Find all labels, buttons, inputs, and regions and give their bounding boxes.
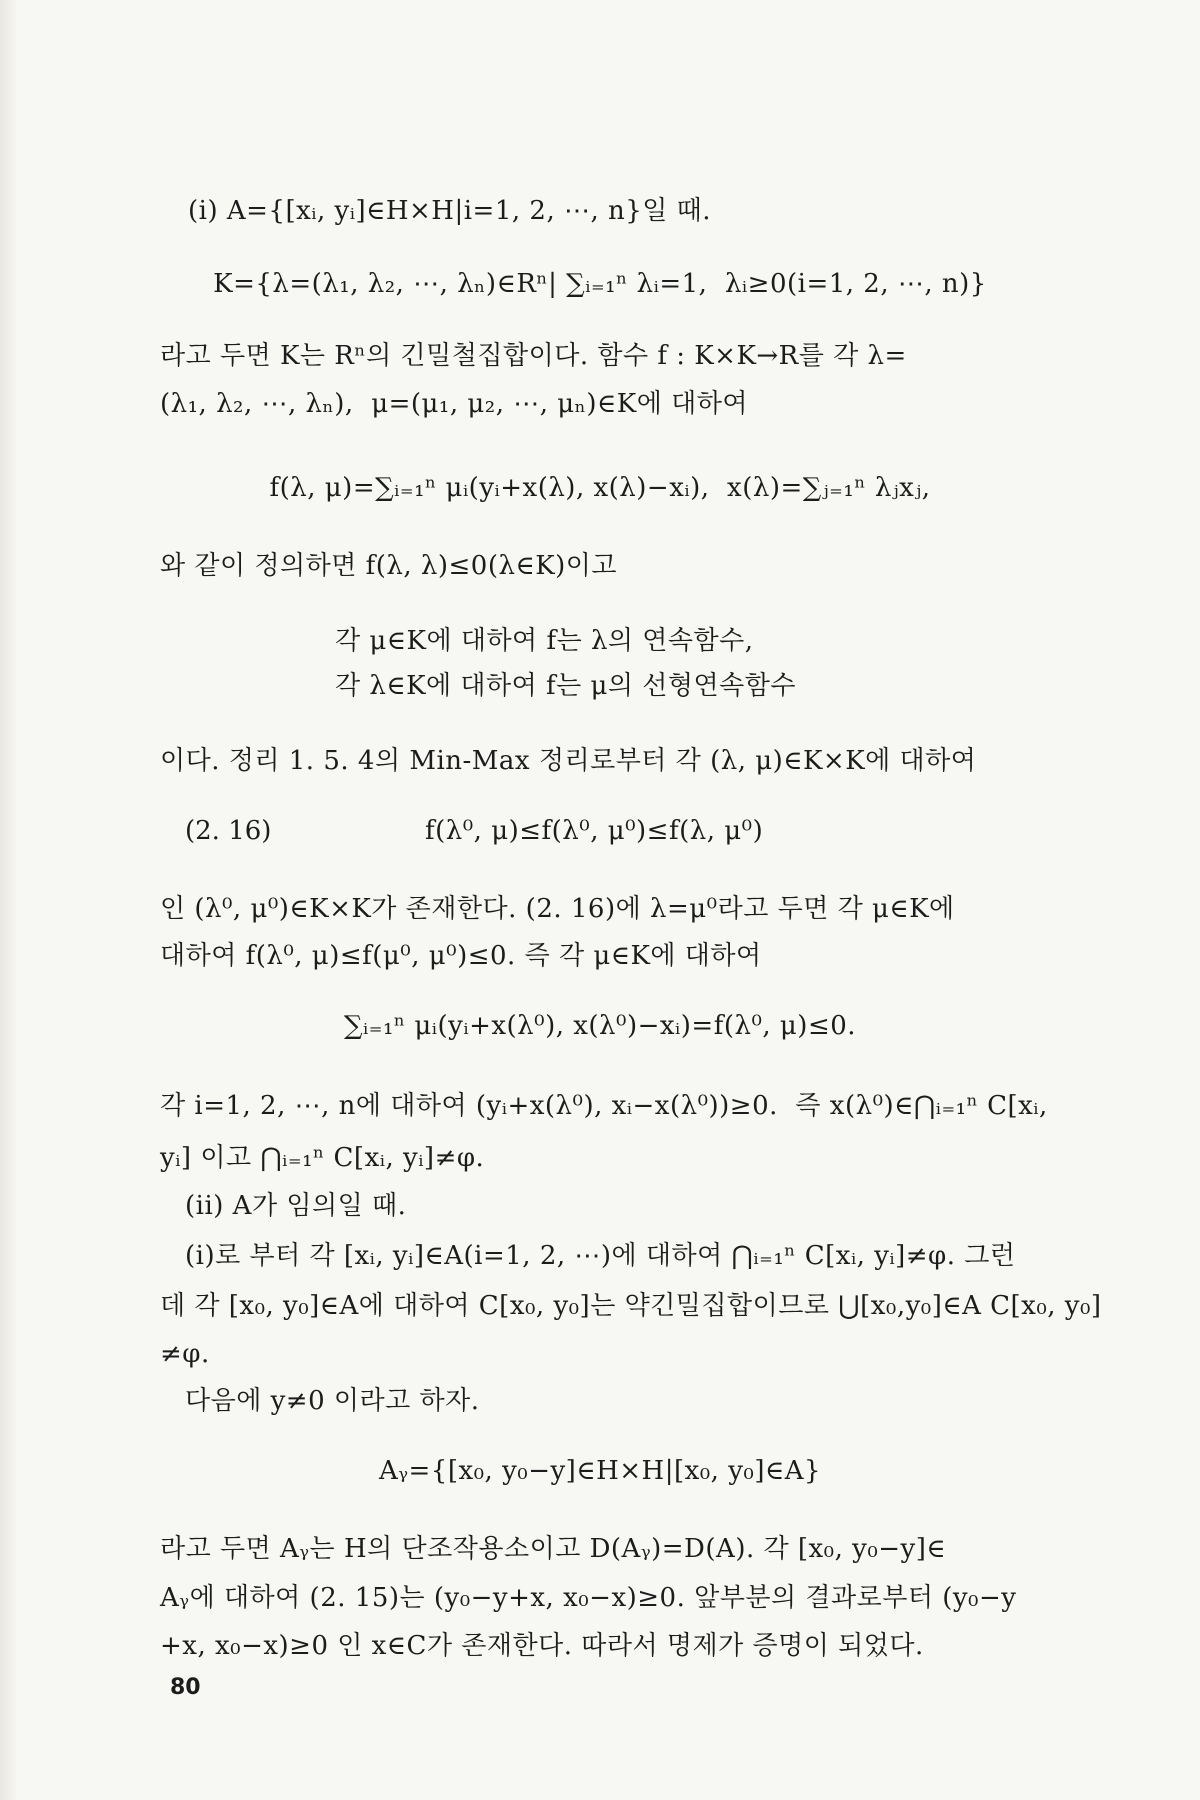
text-line-16: (ii) A가 임의일 때. <box>185 1191 407 1221</box>
text-line-15: yᵢ] 이고 ⋂ᵢ₌₁ⁿ C[xᵢ, yᵢ]≠φ. <box>160 1143 485 1173</box>
text-line-24: +x, x₀−x)≥0 인 x∈C가 존재한다. 따라서 명제가 증명이 되었다. <box>160 1631 924 1661</box>
page-number: 80 <box>170 1675 201 1700</box>
text-line-19: ≠φ. <box>160 1339 210 1369</box>
display-equation-2-16: f(λ⁰, μ)≤f(λ⁰, μ⁰)≤f(λ, μ⁰) <box>425 816 764 846</box>
text-line-12: 대하여 f(λ⁰, μ)≤f(μ⁰, μ⁰)≤0. 즉 각 μ∈K에 대하여 <box>160 941 762 971</box>
text-line-8: 각 λ∈K에 대하여 f는 μ의 선형연속함수 <box>335 671 797 701</box>
text-line-23: Aᵧ에 대하여 (2. 15)는 (y₀−y+x, x₀−x)≥0. 앞부분의 결과로부터 (y₀−y <box>160 1583 1017 1613</box>
display-equation-sum: ∑ᵢ₌₁ⁿ μᵢ(yᵢ+x(λ⁰), x(λ⁰)−xᵢ)=f(λ⁰, μ)≤0. <box>343 1011 857 1041</box>
text-line-20: 다음에 y≠0 이라고 하자. <box>185 1386 480 1416</box>
text-line-18: 데 각 [x₀, y₀]∈A에 대하여 C[x₀, y₀]는 약긴밀집합이므로 ⋃[x₀,y₀]∈A C[x₀, y₀] <box>160 1291 1102 1321</box>
text-line-14: 각 i=1, 2, ⋯, n에 대하여 (yᵢ+x(λ⁰), xᵢ−x(λ⁰))≥0. 즉 x(λ⁰)∈⋂ᵢ₌₁ⁿ C[xᵢ, <box>160 1091 1048 1121</box>
display-equation-f: f(λ, μ)=∑ᵢ₌₁ⁿ μᵢ(yᵢ+x(λ), x(λ)−xᵢ), x(λ)=∑ⱼ₌₁ⁿ λⱼxⱼ, <box>269 473 931 503</box>
text-line-11: 인 (λ⁰, μ⁰)∈K×K가 존재한다. (2. 16)에 λ=μ⁰라고 두면 각 μ∈K에 <box>160 894 955 924</box>
display-equation-K: K={λ=(λ₁, λ₂, ⋯, λₙ)∈Rⁿ| ∑ᵢ₌₁ⁿ λᵢ=1, λᵢ≥0(i=1, 2, ⋯, n)} <box>213 269 987 299</box>
text-line-22: 라고 두면 Aᵧ는 H의 단조작용소이고 D(Aᵧ)=D(A). 각 [x₀, y₀−y]∈ <box>160 1534 947 1564</box>
text-line-4: (λ₁, λ₂, ⋯, λₙ), μ=(μ₁, μ₂, ⋯, μₙ)∈K에 대하여 <box>160 389 748 419</box>
text-line-6: 와 같이 정의하면 f(λ, λ)≤0(λ∈K)이고 <box>160 551 617 581</box>
display-equation-Ay: Aᵧ={[x₀, y₀−y]∈H×H|[x₀, y₀]∈A} <box>378 1456 822 1486</box>
equation-number: (2. 16) <box>185 816 272 846</box>
text-line-9: 이다. 정리 1. 5. 4의 Min-Max 정리로부터 각 (λ, μ)∈K×K에 대하여 <box>160 746 977 776</box>
text-line-17: (i)로 부터 각 [xᵢ, yᵢ]∈A(i=1, 2, ⋯)에 대하여 ⋂ᵢ₌₁ⁿ C[xᵢ, yᵢ]≠φ. 그런 <box>185 1241 1016 1271</box>
text-line-7: 각 μ∈K에 대하여 f는 λ의 연속함수, <box>335 626 754 656</box>
text-line-3: 라고 두면 K는 Rⁿ의 긴밀철집합이다. 함수 f : K×K→R를 각 λ= <box>160 341 907 371</box>
text-line-1: (i) A={[xᵢ, yᵢ]∈H×H|i=1, 2, ⋯, n}일 때. <box>188 196 712 226</box>
